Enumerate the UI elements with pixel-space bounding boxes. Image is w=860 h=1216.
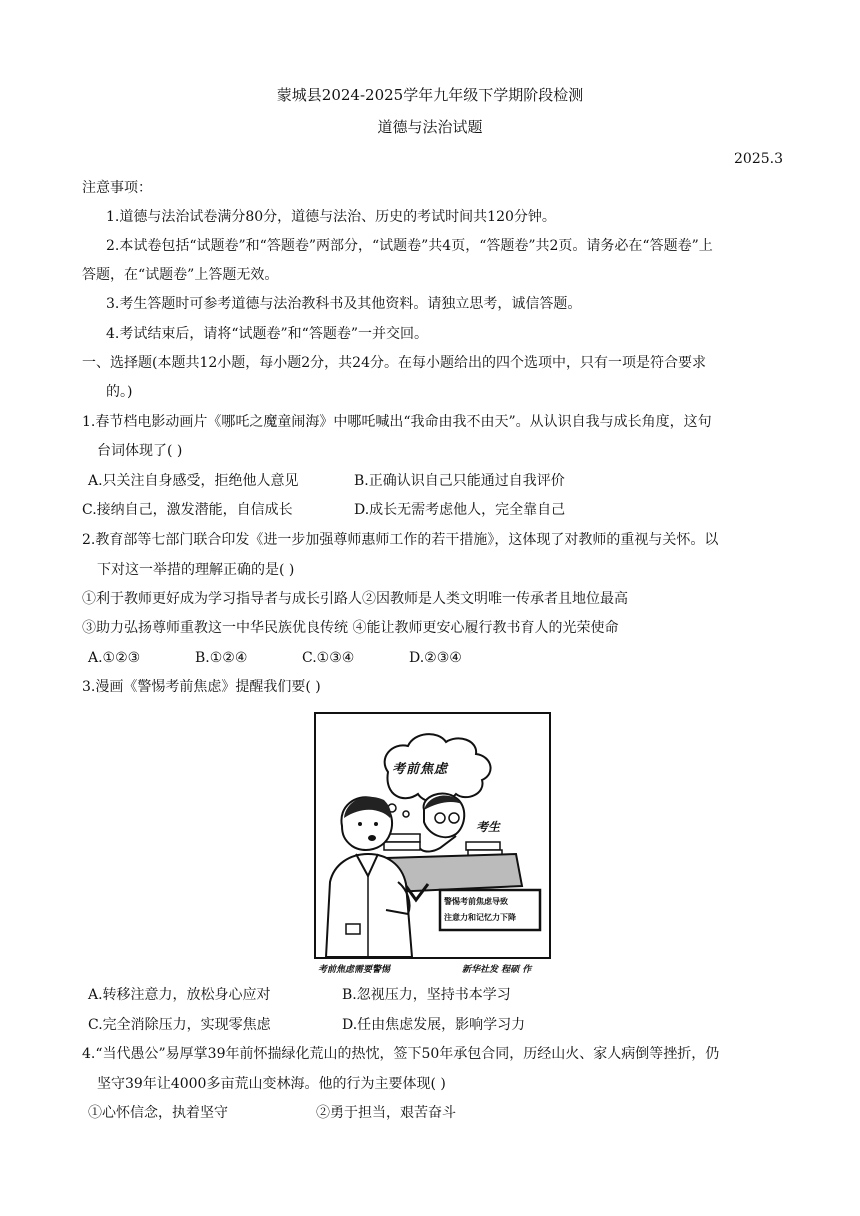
q2-option-c: C.①③④ [302,650,355,666]
q2-option-a: A.①②③ [88,650,141,666]
q3-option-a: A.转移注意力，放松身心应对 [88,987,271,1003]
q2-statements-2: ③助力弘扬尊师重教这一中华民族优良传统 ④能让教师更安心履行教书育人的光荣使命 [82,620,619,636]
q1-option-a: A.只关注自身感受，拒绝他人意见 [88,473,299,489]
q2-option-d: D.②③④ [409,650,462,666]
teacher-coat [326,854,412,957]
notice-heading: 注意事项： [82,180,152,196]
question-2: 2.教育部等七部门联合印发《进一步加强尊师惠师工作的若干措施》，这体现了对教师的重视与关怀。以 [82,532,719,548]
cartoon-caption-left: 考前焦虑需要警惕 [318,965,391,975]
q3-option-c: C.完全消除压力，实现零焦虑 [88,1017,271,1033]
section-heading-cont: 的。) [106,384,133,400]
q3-option-b: B.忽视压力，坚持书本学习 [342,987,511,1003]
question-1-cont: 台词体现了( ) [97,443,183,459]
exam-title: 蒙城县2024-2025学年九年级下学期阶段检测 [276,86,584,104]
q4-statement-1: ①心怀信念，执着坚守 [88,1105,228,1121]
cartoon-caption-right: 新华社发 程硕 作 [462,965,532,975]
teacher-eye-left [358,822,362,826]
notice-item-4: 4.考试结束后，请将“试题卷”和“答题卷”一并交回。 [106,326,428,342]
warning-sign-text-2: 注意力和记忆力下降 [444,912,516,922]
q2-option-b: B.①②④ [195,650,248,666]
question-4: 4.“当代愚公”易厚掌39年前怀揣绿化荒山的热忱，签下50年承包合同，历经山火、家人病倒等挫折，仍 [82,1046,720,1062]
student-label: 考生 [476,820,501,834]
book-1 [386,834,420,842]
q3-option-d: D.任由焦虑发展，影响学习力 [342,1017,526,1033]
question-3: 3.漫画《警惕考前焦虑》提醒我们要( ) [82,679,321,695]
teacher-eye-right [374,822,378,826]
question-1: 1.春节档电影动画片《哪吒之魔童闹海》中哪吒喊出“我命由我不由天”。从认识自我与成长角度，这句 [82,414,712,430]
cloud-dot-2 [403,811,409,817]
warning-sign-text-1: 警惕考前焦虑导致 [444,896,508,906]
question-4-cont: 坚守39年让4000多亩荒山变林海。他的行为主要体现( ) [97,1076,446,1092]
notice-item-2: 2.本试卷包括“试题卷”和“答题卷”两部分，“试题卷”共4页，“答题卷”共2页。请务必在“答题卷”上 [106,238,713,254]
exam-date: 2025.3 [734,151,783,167]
cloud-text: 考前焦虑 [392,762,449,777]
teacher-mouth [368,835,376,841]
section-heading: 一、选择题(本题共12小题，每小题2分，共24分。在每小题给出的四个选项中，只有一项是符合要求 [82,355,706,371]
notice-item-1: 1.道德与法治试卷满分80分，道德与法治、历史的考试时间共120分钟。 [106,209,556,225]
cartoon-image [314,712,551,959]
question-2-cont: 下对这一举措的理解正确的是( ) [97,562,295,578]
q1-option-b: B.正确认识自己只能通过自我评价 [354,473,565,489]
notice-item-3: 3.考生答题时可参考道德与法治教科书及其他资料。请独立思考，诚信答题。 [106,296,582,312]
book-3 [466,842,500,850]
q1-option-c: C.接纳自己，激发潜能，自信成长 [82,502,293,518]
q1-option-d: D.成长无需考虑他人，完全靠自己 [354,502,566,518]
q4-statement-2: ②勇于担当，艰苦奋斗 [316,1105,456,1121]
exam-subtitle: 道德与法治试题 [377,118,483,136]
q2-statements-1: ①利于教师更好成为学习指导者与成长引路人②因教师是人类文明唯一传承者且地位最高 [82,591,628,607]
book-2 [384,842,420,850]
notice-item-2-cont: 答题，在“试题卷”上答题无效。 [82,267,279,283]
